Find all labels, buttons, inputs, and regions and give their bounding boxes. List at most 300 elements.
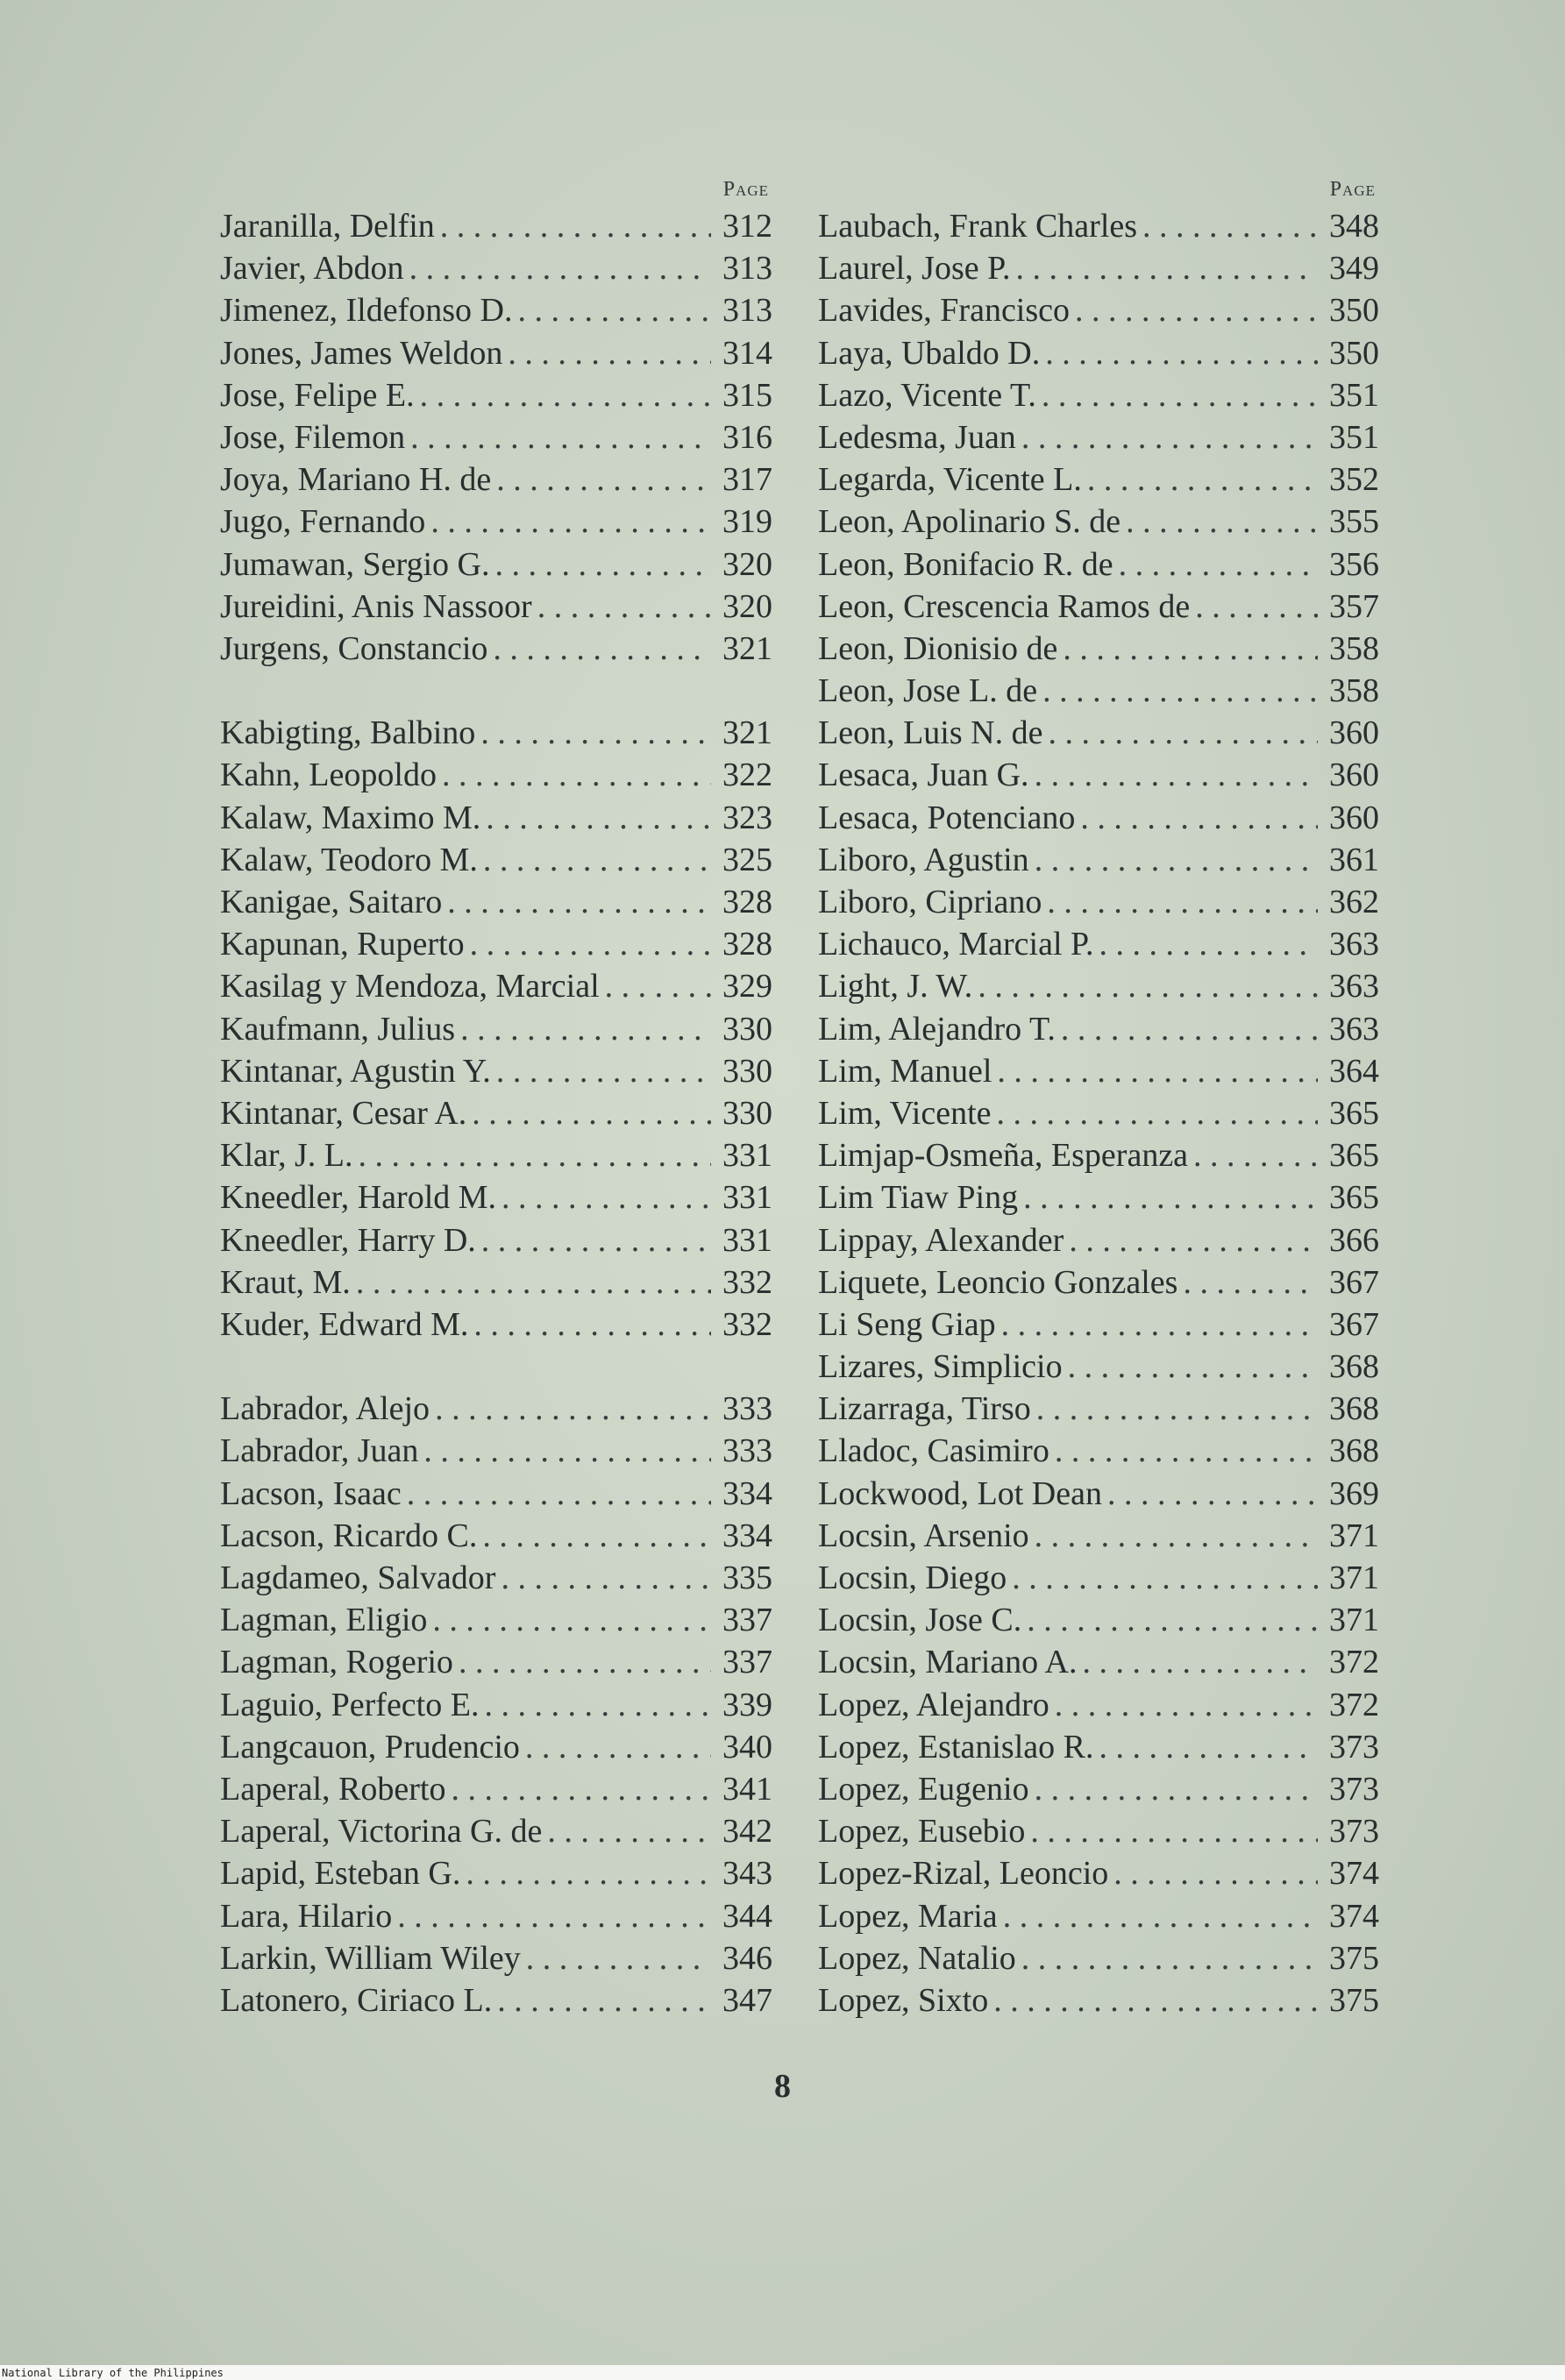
entry-page-number: 349 [1329,250,1379,288]
leader-dots [517,289,711,331]
index-entry [818,1261,1379,1304]
leader-dots [473,1304,711,1346]
leader-dots [1083,1641,1318,1683]
index-entry [818,1768,1379,1810]
page-column-heading: Page [1329,178,1376,201]
index-entry [818,1937,1379,1979]
entry-name: Langcauon, Prudencio [220,1728,520,1765]
entry-page-number: 334 [722,1474,772,1512]
entry-name: Lladoc, Casimiro [818,1432,1049,1470]
entry-page-number: 313 [722,292,772,330]
entry-page-number: 340 [722,1728,772,1765]
entry-name: Labrador, Alejo [220,1390,430,1428]
index-entry [220,628,772,670]
entry-name: Lim Tiaw Ping [818,1179,1019,1217]
index-entry [220,586,772,628]
entry-page-number: 357 [1329,587,1379,625]
index-entry [220,289,772,331]
leader-dots [1030,1810,1318,1852]
entry-name: Kintanar, Agustin Y. [220,1052,491,1090]
entry-name: Jose, Filemon [220,418,406,456]
entry-name: Lazo, Vicente T. [818,376,1036,414]
index-entry [818,1515,1379,1557]
index-entry [818,1134,1379,1176]
leader-dots [605,965,711,1007]
index-entry [220,1852,772,1894]
leader-dots [1003,1895,1318,1937]
entry-name: Laya, Ubaldo D. [818,334,1041,372]
entry-page-number: 325 [722,841,772,878]
entry-name: Jureidini, Anis Nassoor [220,587,532,625]
leader-dots [420,374,711,416]
leader-dots [997,1092,1318,1134]
index-entry [220,839,772,881]
entry-name: Jumawan, Sergio G. [220,545,490,583]
entry-name: Leon, Dionisio de [818,629,1058,667]
leader-dots [1107,1473,1318,1515]
index-entry [220,1008,772,1050]
index-entry [220,754,772,796]
index-entry [220,1515,772,1557]
leader-dots [1193,1134,1318,1176]
leader-dots [466,1852,711,1894]
entry-page-number: 360 [1329,757,1379,794]
entry-page-number: 313 [722,250,772,288]
leader-dots [1080,797,1318,839]
entry-page-number: 351 [1329,376,1379,414]
index-entry [220,374,772,416]
index-entry [818,1684,1379,1726]
index-entry [220,881,772,923]
entry-page-number: 356 [1329,545,1379,583]
leader-dots [430,501,711,543]
index-entry [818,1430,1379,1472]
entry-name: Liboro, Cipriano [818,884,1042,920]
entry-page-number: 337 [722,1644,772,1681]
leader-dots [1035,754,1318,796]
index-entry [818,543,1379,586]
entry-page-number: 362 [1329,884,1379,920]
entry-name: Kneedler, Harry D. [220,1221,476,1259]
entry-name: Lopez, Eugenio [818,1770,1029,1808]
entry-page-number: 341 [722,1770,772,1808]
leader-dots [1042,670,1318,712]
index-entry [818,1641,1379,1683]
entry-name: Lopez, Eusebio [818,1813,1026,1851]
leader-dots [1099,923,1318,965]
index-entry [818,839,1379,881]
entry-page-number: 368 [1329,1432,1379,1470]
library-credit: National Library of the Philippines [2,2367,224,2379]
entry-page-number: 365 [1329,1179,1379,1217]
entry-page-number: 320 [722,587,772,625]
entry-name: Lim, Manuel [818,1052,992,1090]
index-entry [818,881,1379,923]
leader-dots [1055,1430,1318,1472]
entry-name: Light, J. W. [818,968,973,1005]
entry-name: Lippay, Alexander [818,1221,1064,1259]
leader-dots [1069,1219,1318,1261]
entry-page-number: 348 [1329,208,1379,245]
entry-name: Kraut, M. [220,1263,351,1301]
index-entry [818,965,1379,1007]
index-entry [220,1134,772,1176]
entry-name: Lopez, Estanislao R. [818,1728,1094,1765]
entry-name: Jones, James Weldon [220,334,503,372]
index-entry [818,1852,1379,1894]
entry-name: Lagdameo, Salvador [220,1559,496,1596]
entry-page-number: 373 [1329,1728,1379,1765]
entry-page-number: 375 [1329,1939,1379,1977]
entry-page-number: 339 [722,1686,772,1723]
leader-dots [1183,1261,1318,1304]
index-entry [818,1599,1379,1641]
index-entry [220,1895,772,1937]
leader-dots [480,712,711,754]
entry-page-number: 315 [722,376,772,414]
index-entry [818,332,1379,374]
entry-name: Locsin, Diego [818,1559,1007,1596]
index-entry [220,1261,772,1304]
index-entry [220,1726,772,1768]
leader-dots [356,1261,711,1304]
index-entry [818,1092,1379,1134]
footer-bar [0,2365,1565,2380]
entry-name: Labrador, Juan [220,1432,419,1470]
index-entry [818,670,1379,712]
entry-page-number: 331 [722,1221,772,1259]
index-entry [818,205,1379,247]
entry-page-number: 320 [722,545,772,583]
leader-dots [1055,1684,1318,1726]
index-entry [818,628,1379,670]
entry-page-number: 372 [1329,1644,1379,1681]
index-entry [818,458,1379,501]
entry-name: Kneedler, Harold M. [220,1179,497,1217]
entry-page-number: 331 [722,1137,772,1175]
index-entry [220,1219,772,1261]
index-entry [818,1050,1379,1092]
entry-page-number: 364 [1329,1052,1379,1090]
index-entry [220,1050,772,1092]
entry-name: Lapid, Esteban G. [220,1855,461,1893]
entry-page-number: 369 [1329,1474,1379,1512]
index-entry [818,1219,1379,1261]
leader-dots [501,1557,711,1599]
entry-name: Laperal, Victorina G. de [220,1813,543,1851]
entry-name: Leon, Luis N. de [818,714,1043,752]
index-entry [818,1346,1379,1388]
leader-dots [482,1515,711,1557]
index-entry [220,1473,772,1515]
index-entry [220,1430,772,1472]
entry-name: Kapunan, Ruperto [220,926,465,963]
leader-dots [997,1050,1318,1092]
entry-name: Ledesma, Juan [818,418,1016,456]
leader-dots [423,1430,711,1472]
leader-dots [496,458,711,501]
leader-dots [486,797,711,839]
entry-page-number: 321 [722,629,772,667]
entry-name: Joya, Mariano H. de [220,461,492,499]
entry-name: Lagman, Rogerio [220,1644,453,1681]
leader-dots [1047,881,1318,923]
page-number: 8 [774,2068,791,2105]
leader-dots [442,754,711,796]
entry-name: Larkin, William Wiley [220,1939,521,1977]
entry-name: Kabigting, Balbino [220,714,476,752]
index-entry [818,923,1379,965]
entry-name: Jose, Felipe E. [220,376,415,414]
entry-name: Kintanar, Cesar A. [220,1094,467,1132]
entry-name: Li Seng Giap [818,1305,996,1343]
leader-dots [1023,1176,1318,1218]
entry-page-number: 360 [1329,799,1379,836]
index-entry [220,712,772,754]
index-entry [220,1304,772,1346]
leader-dots [1068,1346,1318,1388]
index-entry [220,332,772,374]
index-entry [220,205,772,247]
index-entry [818,1176,1379,1218]
entry-name: Lesaca, Potenciano [818,799,1076,836]
entry-name: Lesaca, Juan G. [818,757,1029,794]
entry-page-number: 323 [722,799,772,836]
index-entry [818,416,1379,458]
entry-name: Klar, J. L. [220,1137,353,1175]
leader-dots [359,1134,712,1176]
entry-page-number: 319 [722,503,772,541]
index-entry [220,1176,772,1218]
entry-page-number: 363 [1329,968,1379,1005]
index-entry [220,1557,772,1599]
leader-dots [1113,1852,1318,1894]
entry-name: Lara, Hilario [220,1897,393,1935]
index-entry [220,1810,772,1852]
leader-dots [409,247,711,289]
entry-name: Laubach, Frank Charles [818,208,1138,245]
leader-dots [993,1979,1318,2021]
leader-dots [470,923,711,965]
index-entry [818,1008,1379,1050]
index-entry [818,501,1379,543]
entry-page-number: 334 [722,1517,772,1554]
entry-page-number: 358 [1329,672,1379,710]
index-entry [220,1937,772,1979]
entry-page-number: 316 [722,418,772,456]
index-entry [818,1473,1379,1515]
page-column-heading: Page [722,178,769,201]
entry-name: Limjap-Osmeña, Esperanza [818,1137,1189,1175]
entry-name: Lopez, Sixto [818,1981,989,2019]
entry-page-number: 358 [1329,629,1379,667]
entry-page-number: 363 [1329,1010,1379,1048]
entry-name: Javier, Abdon [220,250,404,288]
leader-dots [1001,1304,1318,1346]
leader-dots [459,1641,711,1683]
entry-name: Lizares, Simplicio [818,1348,1063,1386]
entry-name: Lacson, Ricardo C. [220,1517,478,1554]
entry-page-number: 365 [1329,1137,1379,1175]
entry-name: Lim, Vicente [818,1094,992,1132]
entry-page-number: 367 [1329,1305,1379,1343]
index-entry [220,1684,772,1726]
leader-dots [497,1979,711,2021]
leader-dots [1075,289,1318,331]
index-entry [818,712,1379,754]
entry-page-number: 317 [722,461,772,499]
leader-dots [1035,1768,1318,1810]
index-entry [818,1557,1379,1599]
leader-dots [407,1473,711,1515]
index-entry [220,458,772,501]
leader-dots [1012,1557,1318,1599]
entry-name: Kuder, Edward M. [220,1305,469,1343]
entry-page-number: 373 [1329,1770,1379,1808]
leader-dots [1035,839,1318,881]
entry-page-number: 335 [722,1559,772,1596]
index-entry [818,1388,1379,1430]
entry-name: Lim, Alejandro T. [818,1010,1056,1048]
entry-page-number: 330 [722,1094,772,1132]
leader-dots [432,1599,711,1641]
entry-page-number: 330 [722,1052,772,1090]
index-entry [818,1895,1379,1937]
leader-dots [447,881,711,923]
entry-name: Leon, Apolinario S. de [818,503,1121,541]
leader-dots [440,205,711,247]
entry-page-number: 371 [1329,1602,1379,1639]
index-entry [818,289,1379,331]
entry-name: Lopez, Alejandro [818,1686,1049,1723]
entry-page-number: 333 [722,1432,772,1470]
section-gap [220,1346,772,1388]
index-entry [818,1810,1379,1852]
leader-dots [460,1008,711,1050]
index-entry [818,754,1379,796]
entry-name: Jaranilla, Delfin [220,208,435,245]
index-entry [220,543,772,586]
entry-page-number: 360 [1329,714,1379,752]
entry-page-number: 329 [722,968,772,1005]
left-entry-list [220,205,772,2021]
leader-dots [525,1726,711,1768]
entry-name: Laurel, Jose P. [818,250,1011,288]
right-index-column [818,174,1379,2021]
index-entry [220,1979,772,2021]
index-entry [818,247,1379,289]
index-entry [220,501,772,543]
leader-dots [1048,712,1318,754]
leader-dots [435,1388,711,1430]
entry-name: Lacson, Isaac [220,1474,402,1512]
entry-page-number: 351 [1329,418,1379,456]
leader-dots [1087,458,1318,501]
leader-dots [1036,1388,1318,1430]
entry-name: Kahn, Leopoldo [220,757,437,794]
leader-dots [483,839,711,881]
section-gap [220,670,772,712]
leader-dots [1021,1937,1318,1979]
entry-page-number: 343 [722,1855,772,1893]
index-entry [818,1979,1379,2021]
leader-dots [1119,543,1318,586]
leader-dots [1027,1599,1318,1641]
entry-page-number: 350 [1329,292,1379,330]
entry-name: Leon, Bonifacio R. de [818,545,1113,583]
entry-page-number: 373 [1329,1813,1379,1851]
index-entry [220,1388,772,1430]
entry-page-number: 328 [722,926,772,963]
leader-dots [1195,586,1318,628]
leader-dots [1016,247,1318,289]
leader-dots [493,628,711,670]
leader-dots [502,1176,711,1218]
index-entry [220,1641,772,1683]
index-entry [220,247,772,289]
index-entry [818,1304,1379,1346]
entry-page-number: 375 [1329,1981,1379,2019]
index-entry [220,1599,772,1641]
entry-name: Kanigae, Saitaro [220,884,443,920]
entry-name: Leon, Jose L. de [818,672,1038,710]
entry-page-number: 346 [722,1939,772,1977]
leader-dots [1063,628,1318,670]
entry-page-number: 321 [722,714,772,752]
entry-name: Liquete, Leoncio Gonzales [818,1263,1178,1301]
index-entry [220,965,772,1007]
entry-name: Jimenez, Ildefonso D. [220,292,513,330]
left-index-column [220,174,772,2021]
leader-dots [978,965,1318,1007]
entry-name: Locsin, Jose C. [818,1602,1022,1639]
entry-name: Kasilag y Mendoza, Marcial [220,968,600,1005]
leader-dots [508,332,711,374]
index-entry [818,374,1379,416]
leader-dots [1021,416,1318,458]
index-entry [818,1726,1379,1768]
index-entry [818,586,1379,628]
index-entry [220,1768,772,1810]
leader-dots [547,1810,711,1852]
entry-page-number: 350 [1329,334,1379,372]
leader-dots [481,1219,711,1261]
leader-dots [537,586,711,628]
entry-name: Locsin, Arsenio [818,1517,1029,1554]
leader-dots [397,1895,711,1937]
entry-page-number: 314 [722,334,772,372]
entry-page-number: 332 [722,1305,772,1343]
entry-page-number: 312 [722,208,772,245]
entry-page-number: 367 [1329,1263,1379,1301]
leader-dots [410,416,711,458]
entry-name: Latonero, Ciriaco L. [220,1981,493,2019]
leader-dots [495,543,712,586]
leader-dots [1099,1726,1318,1768]
entry-page-number: 374 [1329,1897,1379,1935]
entry-page-number: 328 [722,884,772,920]
leader-dots [451,1768,711,1810]
leader-dots [1045,332,1318,374]
entry-name: Liboro, Agustin [818,841,1029,878]
index-entry [220,797,772,839]
entry-name: Lichauco, Marcial P. [818,926,1094,963]
entry-page-number: 344 [722,1897,772,1935]
entry-name: Lopez, Natalio [818,1939,1016,1977]
leader-dots [1142,205,1318,247]
entry-page-number: 368 [1329,1348,1379,1386]
entry-page-number: 333 [722,1390,772,1428]
